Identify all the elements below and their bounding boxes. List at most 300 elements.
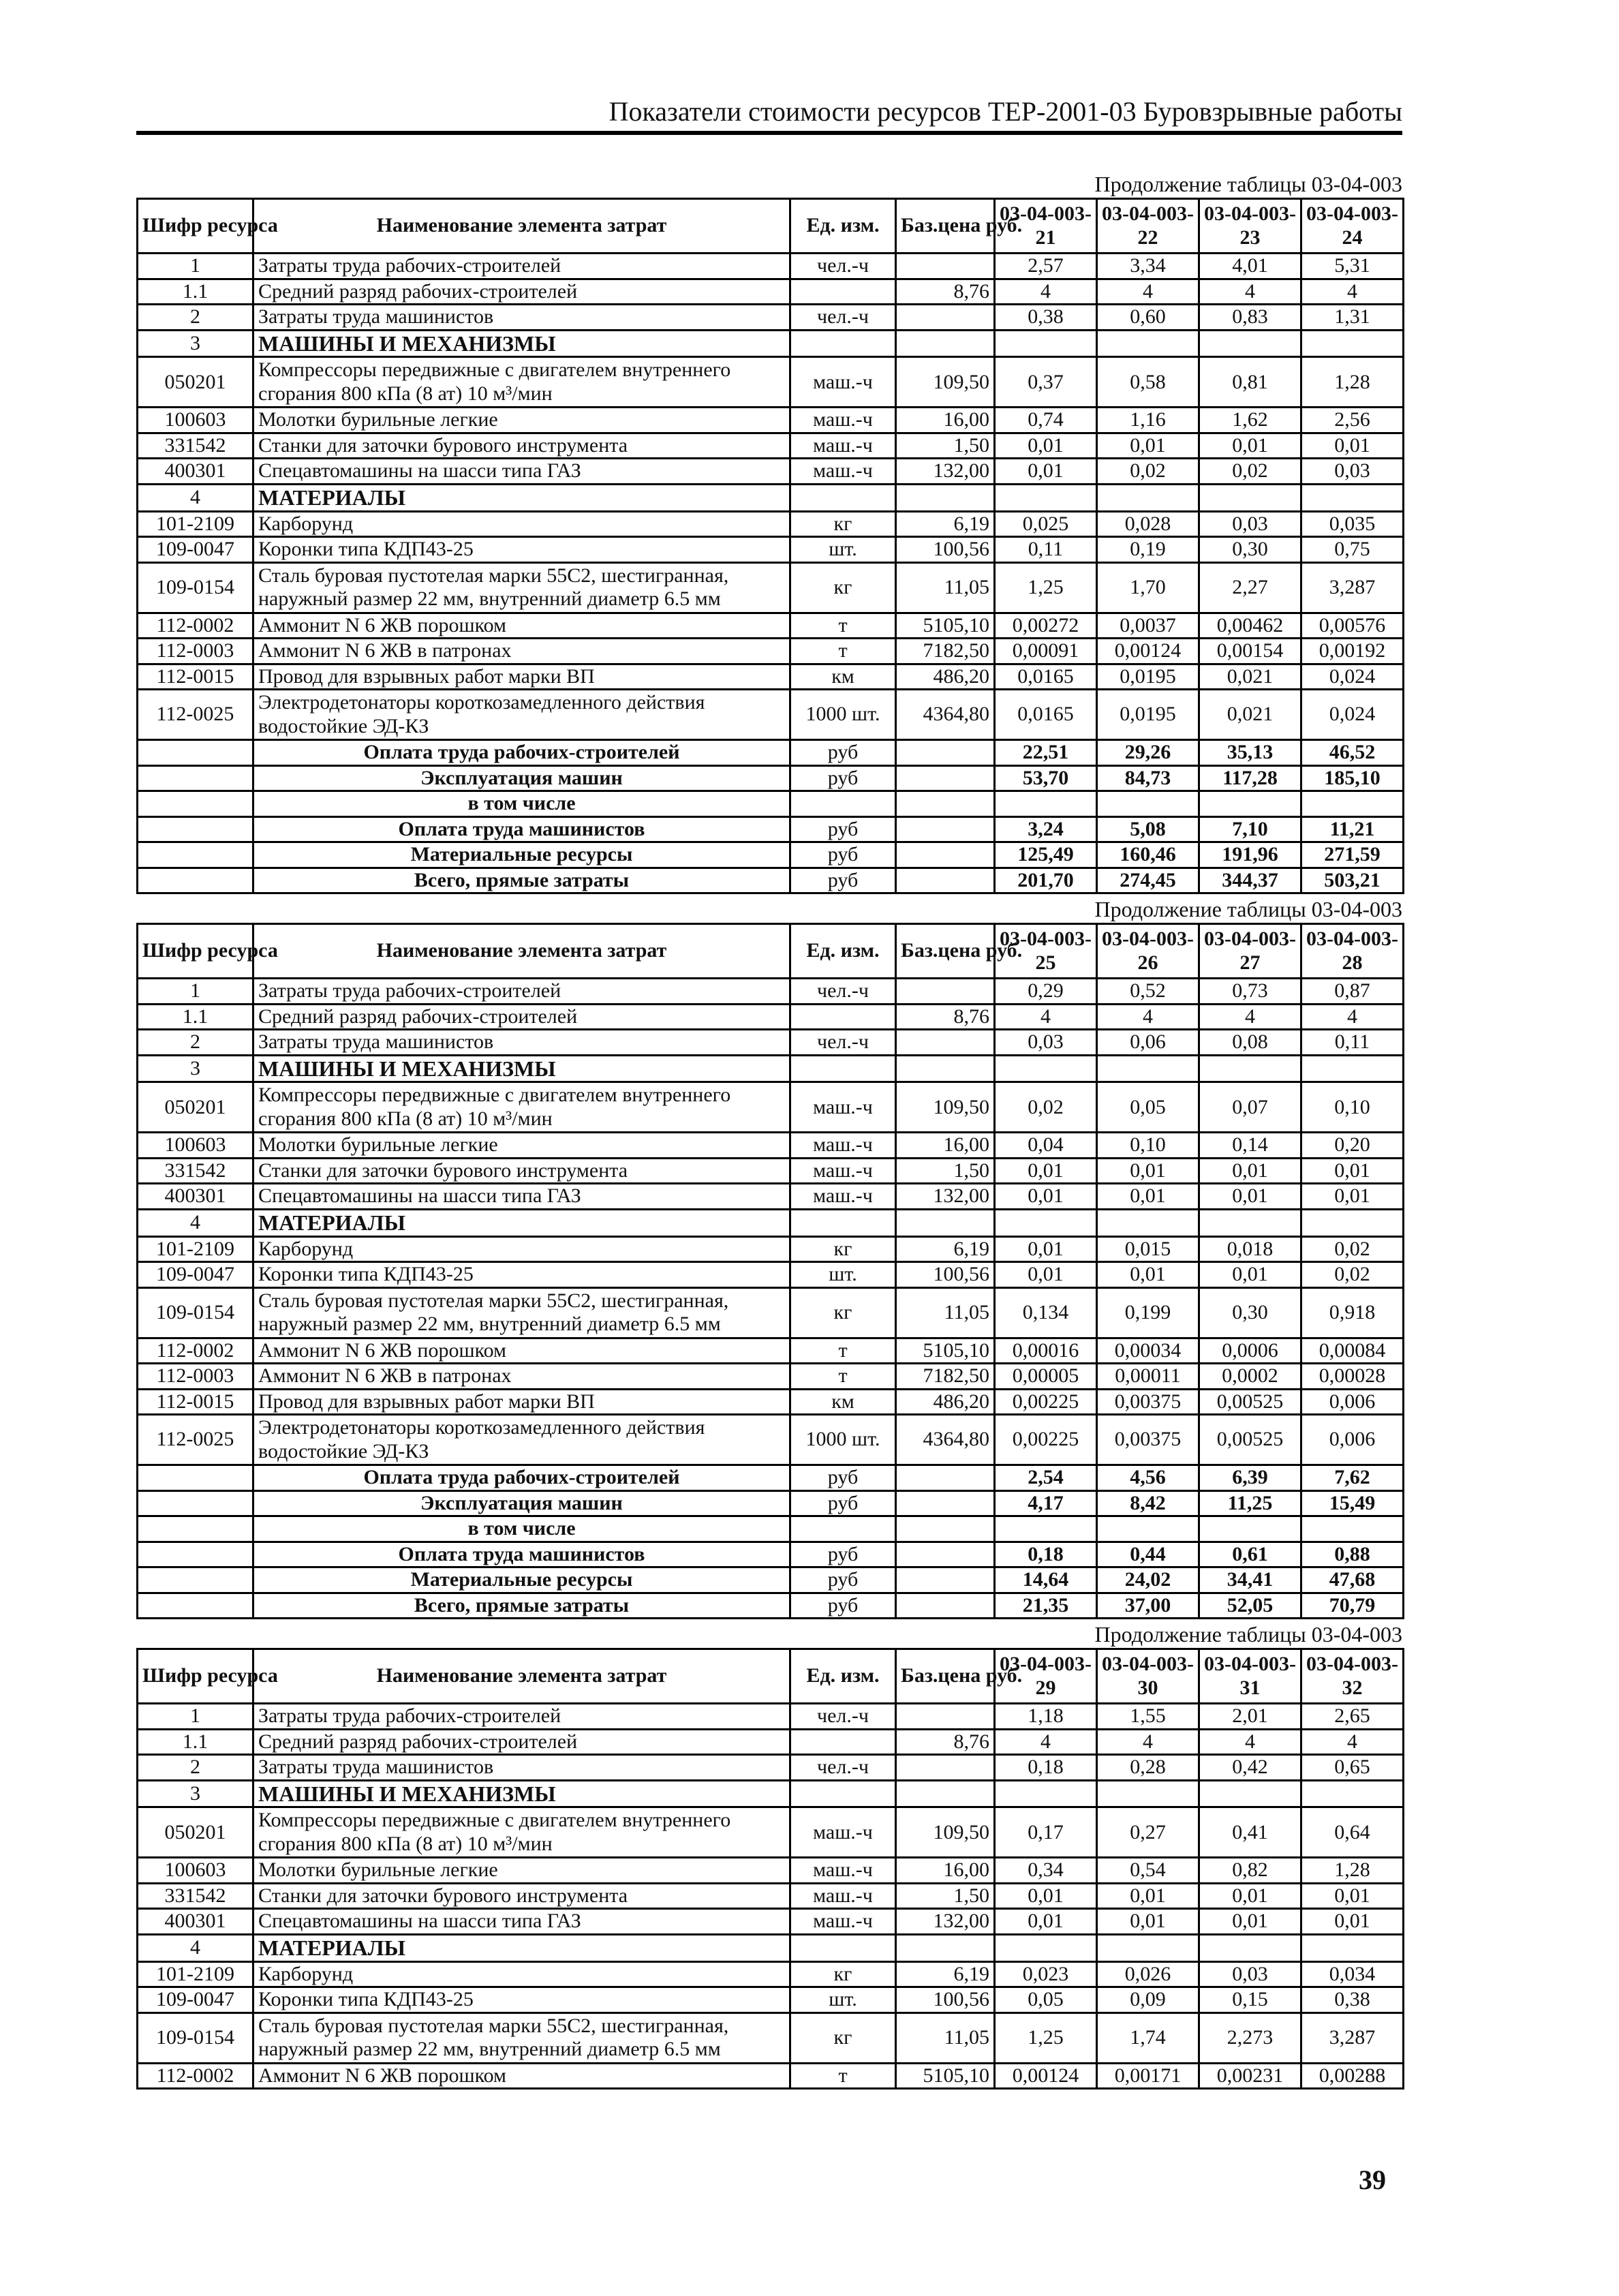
- resource-name: Затраты труда рабочих-строителей: [253, 254, 790, 279]
- resource-name: Затраты труда машинистов: [253, 305, 790, 331]
- value-cell: 0,035: [1301, 511, 1404, 537]
- base-price-cell: [896, 791, 995, 817]
- resource-code: 400301: [138, 1909, 253, 1935]
- value-cell: 0,00124: [1097, 639, 1199, 664]
- value-cell: 117,28: [1199, 765, 1301, 791]
- value-cell: 3,287: [1301, 562, 1404, 613]
- value-cell: 271,59: [1301, 842, 1404, 868]
- summary-row: [138, 1542, 1404, 1567]
- value-cell: 0,05: [1097, 1082, 1199, 1133]
- resource-code: 2: [138, 1755, 253, 1781]
- value-cell: 15,49: [1301, 1490, 1404, 1516]
- unit-cell: чел.-ч: [790, 305, 896, 331]
- resource-code: [138, 1593, 253, 1619]
- running-header: Показатели стоимости ресурсов ТЕР-2001-03 Буровзрывные работы: [608, 96, 1402, 127]
- value-cell: 0,199: [1097, 1287, 1199, 1338]
- base-price-cell: 109,50: [896, 1807, 995, 1858]
- section-row: [138, 484, 1404, 511]
- resource-code: 1: [138, 254, 253, 279]
- value-cell: 0,29: [995, 979, 1097, 1005]
- value-cell: 0,00225: [995, 1415, 1097, 1465]
- value-cell: 0,81: [1199, 357, 1301, 408]
- value-cell: 11,21: [1301, 816, 1404, 842]
- base-price-cell: [896, 816, 995, 842]
- unit-cell: чел.-ч: [790, 254, 896, 279]
- base-price-cell: [896, 1465, 995, 1491]
- summary-row: [138, 791, 1404, 817]
- table-row: [138, 254, 1404, 279]
- value-cell: 37,00: [1097, 1593, 1199, 1619]
- table-row: [138, 357, 1404, 408]
- summary-row: [138, 1490, 1404, 1516]
- table-caption: Продолжение таблицы 03-04-003: [1094, 172, 1402, 196]
- base-price-cell: 16,00: [896, 1858, 995, 1884]
- value-cell: 22,51: [995, 740, 1097, 766]
- value-cell: 0,0002: [1199, 1364, 1301, 1390]
- empty-cell: [1301, 484, 1404, 511]
- empty-cell: [1301, 1209, 1404, 1236]
- unit-cell: 1000 шт.: [790, 1415, 896, 1465]
- column-header-price: Баз.цена руб.: [896, 199, 995, 254]
- value-cell: 0,01: [1301, 1158, 1404, 1184]
- value-cell: 0,01: [995, 1184, 1097, 1210]
- empty-cell: [896, 1780, 995, 1807]
- table-row: [138, 613, 1404, 639]
- empty-cell: [790, 330, 896, 357]
- empty-cell: [896, 330, 995, 357]
- unit-cell: руб: [790, 740, 896, 766]
- unit-cell: кг: [790, 1961, 896, 1987]
- summary-row: [138, 1567, 1404, 1593]
- value-cell: [995, 1516, 1097, 1542]
- cost-table: [136, 923, 1404, 1619]
- section-title: МАТЕРИАЛЫ: [253, 1209, 790, 1236]
- table-caption: Продолжение таблицы 03-04-003: [1094, 897, 1402, 921]
- value-cell: 4: [995, 1004, 1097, 1030]
- resource-code: 1.1: [138, 279, 253, 305]
- value-cell: 0,03: [995, 1030, 1097, 1056]
- value-cell: 0,01: [995, 1883, 1097, 1909]
- resource-code: 2: [138, 1030, 253, 1056]
- unit-cell: т: [790, 2063, 896, 2089]
- value-cell: 34,41: [1199, 1567, 1301, 1593]
- resource-code: 1.1: [138, 1004, 253, 1030]
- value-cell: 0,01: [1301, 1883, 1404, 1909]
- value-cell: 0,18: [995, 1542, 1097, 1567]
- value-cell: 0,018: [1199, 1236, 1301, 1262]
- resource-code: 331542: [138, 433, 253, 459]
- value-cell: 0,01: [1199, 1909, 1301, 1935]
- column-header-code-2: 03-04-003-26: [1097, 924, 1199, 979]
- value-cell: 4: [1199, 1004, 1301, 1030]
- value-cell: 0,73: [1199, 979, 1301, 1005]
- table-row: [138, 1909, 1404, 1935]
- value-cell: 0,14: [1199, 1133, 1301, 1159]
- unit-cell: маш.-ч: [790, 408, 896, 433]
- empty-cell: [1097, 1209, 1199, 1236]
- base-price-cell: 11,05: [896, 562, 995, 613]
- value-cell: 47,68: [1301, 1567, 1404, 1593]
- table-row: [138, 537, 1404, 563]
- column-header-code-2: 03-04-003-30: [1097, 1649, 1199, 1704]
- unit-cell: маш.-ч: [790, 1858, 896, 1884]
- value-cell: 0,02: [1301, 1236, 1404, 1262]
- empty-cell: [896, 484, 995, 511]
- table-row: [138, 1704, 1404, 1730]
- value-cell: 0,58: [1097, 357, 1199, 408]
- value-cell: 4: [1301, 279, 1404, 305]
- cost-table: [136, 1648, 1404, 2090]
- value-cell: 0,06: [1097, 1030, 1199, 1056]
- table-row: [138, 1158, 1404, 1184]
- base-price-cell: 11,05: [896, 1287, 995, 1338]
- resource-code: 109-0154: [138, 562, 253, 613]
- column-header-code-4: 03-04-003-32: [1301, 1649, 1404, 1704]
- value-cell: 0,65: [1301, 1755, 1404, 1781]
- resource-name: в том числе: [253, 1516, 790, 1542]
- cost-table: [136, 198, 1404, 894]
- value-cell: 0,00016: [995, 1338, 1097, 1364]
- page-number: 39: [1359, 2164, 1386, 2195]
- value-cell: 0,17: [995, 1807, 1097, 1858]
- value-cell: 0,42: [1199, 1755, 1301, 1781]
- value-cell: 0,00154: [1199, 639, 1301, 664]
- value-cell: 1,18: [995, 1704, 1097, 1730]
- value-cell: 0,08: [1199, 1030, 1301, 1056]
- value-cell: 0,75: [1301, 537, 1404, 563]
- table-row: [138, 459, 1404, 485]
- resource-code: 331542: [138, 1883, 253, 1909]
- summary-row: [138, 1516, 1404, 1542]
- unit-cell: руб: [790, 1465, 896, 1491]
- base-price-cell: 132,00: [896, 1184, 995, 1210]
- resource-name: Средний разряд рабочих-строителей: [253, 279, 790, 305]
- resource-code: 050201: [138, 357, 253, 408]
- value-cell: 0,28: [1097, 1755, 1199, 1781]
- resource-name: Материальные ресурсы: [253, 1567, 790, 1593]
- unit-cell: руб: [790, 1593, 896, 1619]
- value-cell: 52,05: [1199, 1593, 1301, 1619]
- value-cell: 1,62: [1199, 408, 1301, 433]
- table-header-row: [138, 1649, 1404, 1704]
- empty-cell: [790, 1055, 896, 1082]
- section-row: [138, 1934, 1404, 1961]
- value-cell: 0,00576: [1301, 613, 1404, 639]
- value-cell: 4: [1301, 1729, 1404, 1755]
- resource-name: Компрессоры передвижные с двигателем внутреннего сгорания 800 кПа (8 ат) 10 м³/мин: [253, 357, 790, 408]
- value-cell: 0,01: [995, 459, 1097, 485]
- value-cell: 201,70: [995, 868, 1097, 893]
- value-cell: 0,0195: [1097, 664, 1199, 690]
- unit-cell: маш.-ч: [790, 1184, 896, 1210]
- value-cell: 2,01: [1199, 1704, 1301, 1730]
- base-price-cell: 8,76: [896, 1004, 995, 1030]
- value-cell: 0,44: [1097, 1542, 1199, 1567]
- resource-code: [138, 765, 253, 791]
- resource-name: Сталь буровая пустотелая марки 55С2, шестигранная, наружный размер 22 мм, внутренний диаметр 6.5 мм: [253, 1287, 790, 1338]
- table-row: [138, 1961, 1404, 1987]
- empty-cell: [995, 1780, 1097, 1807]
- base-price-cell: 6,19: [896, 1236, 995, 1262]
- resource-name: Затраты труда машинистов: [253, 1030, 790, 1056]
- value-cell: 7,10: [1199, 816, 1301, 842]
- empty-cell: [995, 484, 1097, 511]
- base-price-cell: [896, 1593, 995, 1619]
- value-cell: 2,273: [1199, 2012, 1301, 2063]
- table-row: [138, 639, 1404, 664]
- resource-name: Всего, прямые затраты: [253, 1593, 790, 1619]
- resource-code: 109-0154: [138, 1287, 253, 1338]
- resource-code: 400301: [138, 1184, 253, 1210]
- value-cell: 0,01: [1199, 1184, 1301, 1210]
- section-row: [138, 1055, 1404, 1082]
- value-cell: 4: [1097, 1004, 1199, 1030]
- value-cell: [1199, 791, 1301, 817]
- value-cell: 24,02: [1097, 1567, 1199, 1593]
- base-price-cell: 6,19: [896, 511, 995, 537]
- table-row: [138, 690, 1404, 740]
- table-row: [138, 664, 1404, 690]
- resource-code: 050201: [138, 1082, 253, 1133]
- resource-name: Провод для взрывных работ марки ВП: [253, 1389, 790, 1415]
- resource-code: [138, 1490, 253, 1516]
- resource-code: 112-0003: [138, 1364, 253, 1390]
- resource-name: Аммонит N 6 ЖВ в патронах: [253, 1364, 790, 1390]
- resource-code: 4: [138, 1209, 253, 1236]
- unit-cell: руб: [790, 1567, 896, 1593]
- resource-name: Сталь буровая пустотелая марки 55С2, шестигранная, наружный размер 22 мм, внутренний диаметр 6.5 мм: [253, 562, 790, 613]
- value-cell: 0,07: [1199, 1082, 1301, 1133]
- unit-cell: кг: [790, 1287, 896, 1338]
- empty-cell: [1199, 330, 1301, 357]
- value-cell: 8,42: [1097, 1490, 1199, 1516]
- column-header-code-4: 03-04-003-24: [1301, 199, 1404, 254]
- section-row: [138, 1209, 1404, 1236]
- base-price-cell: 1,50: [896, 1158, 995, 1184]
- value-cell: 0,023: [995, 1961, 1097, 1987]
- resource-code: [138, 842, 253, 868]
- resource-code: 400301: [138, 459, 253, 485]
- base-price-cell: 132,00: [896, 459, 995, 485]
- base-price-cell: [896, 1542, 995, 1567]
- value-cell: 0,01: [1301, 1184, 1404, 1210]
- base-price-cell: 7182,50: [896, 1364, 995, 1390]
- resource-name: Компрессоры передвижные с двигателем внутреннего сгорания 800 кПа (8 ат) 10 м³/мин: [253, 1082, 790, 1133]
- value-cell: 0,015: [1097, 1236, 1199, 1262]
- base-price-cell: [896, 1030, 995, 1056]
- column-header-price: Баз.цена руб.: [896, 1649, 995, 1704]
- section-title: МАШИНЫ И МЕХАНИЗМЫ: [253, 1055, 790, 1082]
- resource-name: Коронки типа КДП43-25: [253, 1987, 790, 2013]
- value-cell: 0,11: [995, 537, 1097, 563]
- value-cell: 0,18: [995, 1755, 1097, 1781]
- value-cell: 0,01: [1301, 1909, 1404, 1935]
- unit-cell: маш.-ч: [790, 433, 896, 459]
- resource-code: 3: [138, 1055, 253, 1082]
- value-cell: 274,45: [1097, 868, 1199, 893]
- summary-row: [138, 765, 1404, 791]
- table-row: [138, 1184, 1404, 1210]
- resource-name: Станки для заточки бурового инструмента: [253, 433, 790, 459]
- unit-cell: руб: [790, 765, 896, 791]
- value-cell: 0,01: [1097, 433, 1199, 459]
- value-cell: 0,006: [1301, 1389, 1404, 1415]
- empty-cell: [1199, 484, 1301, 511]
- base-price-cell: [896, 740, 995, 766]
- empty-cell: [1097, 330, 1199, 357]
- base-price-cell: 1,50: [896, 433, 995, 459]
- value-cell: 2,54: [995, 1465, 1097, 1491]
- value-cell: 0,02: [995, 1082, 1097, 1133]
- resource-code: 2: [138, 305, 253, 331]
- value-cell: 0,82: [1199, 1858, 1301, 1884]
- base-price-cell: 100,56: [896, 1262, 995, 1288]
- resource-code: 101-2109: [138, 1236, 253, 1262]
- resource-name: Спецавтомашины на шасси типа ГАЗ: [253, 1184, 790, 1210]
- value-cell: 4: [1097, 279, 1199, 305]
- base-price-cell: [896, 842, 995, 868]
- value-cell: 0,88: [1301, 1542, 1404, 1567]
- base-price-cell: 4364,80: [896, 1415, 995, 1465]
- value-cell: 0,00288: [1301, 2063, 1404, 2089]
- value-cell: [1199, 1516, 1301, 1542]
- resource-name: Аммонит N 6 ЖВ порошком: [253, 1338, 790, 1364]
- value-cell: 0,34: [995, 1858, 1097, 1884]
- value-cell: 2,65: [1301, 1704, 1404, 1730]
- value-cell: 4,56: [1097, 1465, 1199, 1491]
- resource-name: Аммонит N 6 ЖВ порошком: [253, 613, 790, 639]
- empty-cell: [995, 1209, 1097, 1236]
- base-price-cell: [896, 1755, 995, 1781]
- value-cell: 1,16: [1097, 408, 1199, 433]
- resource-code: [138, 1567, 253, 1593]
- table-row: [138, 2063, 1404, 2089]
- column-header-code-1: 03-04-003-29: [995, 1649, 1097, 1704]
- unit-cell: км: [790, 664, 896, 690]
- resource-name: Аммонит N 6 ЖВ в патронах: [253, 639, 790, 664]
- value-cell: 0,01: [1097, 1158, 1199, 1184]
- table-row: [138, 1987, 1404, 2013]
- empty-cell: [995, 330, 1097, 357]
- value-cell: 0,01: [995, 1909, 1097, 1935]
- value-cell: 0,83: [1199, 305, 1301, 331]
- value-cell: 29,26: [1097, 740, 1199, 766]
- resource-code: 3: [138, 1780, 253, 1807]
- base-price-cell: [896, 765, 995, 791]
- unit-cell: кг: [790, 1236, 896, 1262]
- value-cell: 0,87: [1301, 979, 1404, 1005]
- base-price-cell: 109,50: [896, 357, 995, 408]
- resource-code: 112-0015: [138, 1389, 253, 1415]
- value-cell: 0,01: [995, 1236, 1097, 1262]
- column-header-code-3: 03-04-003-31: [1199, 1649, 1301, 1704]
- resource-name: Карборунд: [253, 511, 790, 537]
- value-cell: 4: [1199, 279, 1301, 305]
- value-cell: 0,10: [1301, 1082, 1404, 1133]
- summary-row: [138, 868, 1404, 893]
- value-cell: 0,00028: [1301, 1364, 1404, 1390]
- base-price-cell: 1,50: [896, 1883, 995, 1909]
- base-price-cell: 109,50: [896, 1082, 995, 1133]
- resource-name: Провод для взрывных работ марки ВП: [253, 664, 790, 690]
- empty-cell: [995, 1934, 1097, 1961]
- unit-cell: руб: [790, 1490, 896, 1516]
- column-header-name: Наименование элемента затрат: [253, 924, 790, 979]
- unit-cell: кг: [790, 2012, 896, 2063]
- resource-name: Эксплуатация машин: [253, 1490, 790, 1516]
- resource-code: 100603: [138, 408, 253, 433]
- unit-cell: кг: [790, 511, 896, 537]
- base-price-cell: 486,20: [896, 664, 995, 690]
- value-cell: 0,0195: [1097, 690, 1199, 740]
- resource-name: Затраты труда машинистов: [253, 1755, 790, 1781]
- unit-cell: маш.-ч: [790, 459, 896, 485]
- resource-name: Спецавтомашины на шасси типа ГАЗ: [253, 459, 790, 485]
- value-cell: 2,57: [995, 254, 1097, 279]
- column-header-name: Наименование элемента затрат: [253, 1649, 790, 1704]
- unit-cell: шт.: [790, 1987, 896, 2013]
- unit-cell: 1000 шт.: [790, 690, 896, 740]
- value-cell: 0,00005: [995, 1364, 1097, 1390]
- resource-code: 1.1: [138, 1729, 253, 1755]
- value-cell: 344,37: [1199, 868, 1301, 893]
- resource-name: Оплата труда рабочих-строителей: [253, 1465, 790, 1491]
- value-cell: 0,00171: [1097, 2063, 1199, 2089]
- value-cell: 0,74: [995, 408, 1097, 433]
- table-row: [138, 1287, 1404, 1338]
- resource-name: Оплата труда рабочих-строителей: [253, 740, 790, 766]
- value-cell: 0,15: [1199, 1987, 1301, 2013]
- table-row: [138, 408, 1404, 433]
- unit-cell: чел.-ч: [790, 1755, 896, 1781]
- value-cell: 0,01: [1199, 433, 1301, 459]
- resource-code: 112-0015: [138, 664, 253, 690]
- resource-code: 109-0047: [138, 537, 253, 563]
- table-row: [138, 1755, 1404, 1781]
- base-price-cell: [896, 979, 995, 1005]
- value-cell: 1,55: [1097, 1704, 1199, 1730]
- value-cell: 125,49: [995, 842, 1097, 868]
- unit-cell: шт.: [790, 537, 896, 563]
- table-row: [138, 305, 1404, 331]
- value-cell: 0,00225: [995, 1389, 1097, 1415]
- value-cell: 0,27: [1097, 1807, 1199, 1858]
- unit-cell: шт.: [790, 1262, 896, 1288]
- value-cell: 0,00525: [1199, 1389, 1301, 1415]
- value-cell: 0,60: [1097, 305, 1199, 331]
- table-row: [138, 1389, 1404, 1415]
- section-title: МАШИНЫ И МЕХАНИЗМЫ: [253, 1780, 790, 1807]
- summary-row: [138, 1593, 1404, 1619]
- value-cell: 0,00034: [1097, 1338, 1199, 1364]
- column-header-code-1: 03-04-003-25: [995, 924, 1097, 979]
- resource-name: Карборунд: [253, 1236, 790, 1262]
- cost-table-block: [136, 1621, 1402, 2090]
- value-cell: 2,27: [1199, 562, 1301, 613]
- table-row: [138, 1082, 1404, 1133]
- empty-cell: [1097, 1055, 1199, 1082]
- empty-cell: [1097, 1780, 1199, 1807]
- header-rule: [136, 131, 1402, 135]
- unit-cell: руб: [790, 842, 896, 868]
- section-title: МАТЕРИАЛЫ: [253, 1934, 790, 1961]
- resource-code: 100603: [138, 1858, 253, 1884]
- value-cell: 1,28: [1301, 1858, 1404, 1884]
- table-header-row: [138, 924, 1404, 979]
- value-cell: 1,25: [995, 2012, 1097, 2063]
- table-row: [138, 433, 1404, 459]
- value-cell: 1,31: [1301, 305, 1404, 331]
